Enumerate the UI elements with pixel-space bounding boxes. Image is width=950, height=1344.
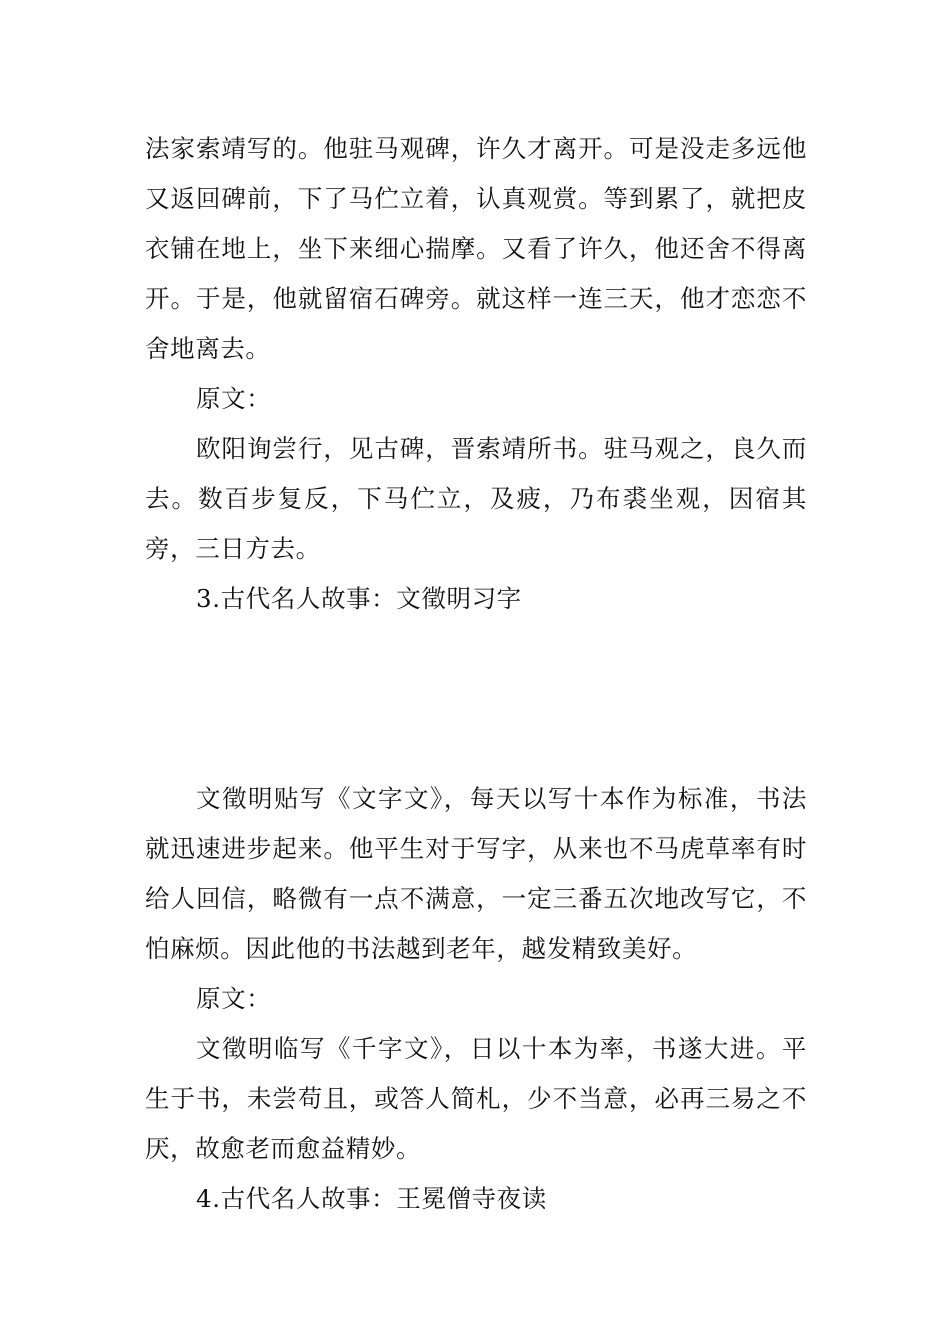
paragraph-original-text: 文徵明临写《千字文》，日以十本为率，书遂大进。平生于书，未尝苟且，或答人简札，少不当意，必再三易之不厌，故愈老而愈益精妙。 bbox=[145, 1034, 807, 1163]
paragraph-original-text: 欧阳询尝行，见古碑，晋索靖所书。驻马观之，良久而去。数百步复反，下马伫立，及疲，乃布裘坐观，因宿其旁，三日方去。 bbox=[145, 434, 807, 563]
paragraph-original-label: 原文： bbox=[196, 984, 272, 1013]
paragraph-story-continuation: 法家索靖写的。他驻马观碑，许久才离开。可是没走多远他又返回碑前，下了马伫立着，认真观赏。等到累了，就把皮衣铺在地上，坐下来细心揣摩。又看了许久，他还舍不得离开。于是，他就留宿石碑旁。就这样一连三天，他才恋恋不舍地离去。 bbox=[145, 134, 807, 363]
section-heading-4: 4.古代名人故事：王冕僧寺夜读 bbox=[196, 1184, 547, 1213]
paragraph-original-label: 原文： bbox=[196, 384, 272, 413]
document-body bbox=[145, 124, 807, 1224]
section-heading-3: 3.古代名人故事：文徵明习字 bbox=[196, 584, 522, 613]
paragraph-story-wenzhengming: 文徵明贴写《文字文》，每天以写十本作为标准，书法就迅速进步起来。他平生对于写字，从来也不马虎草率有时给人回信，略微有一点不满意，一定三番五次地改写它，不怕麻烦。因此他的书法越到老年，越发精致美好。 bbox=[145, 784, 807, 963]
section-spacer bbox=[145, 624, 807, 774]
